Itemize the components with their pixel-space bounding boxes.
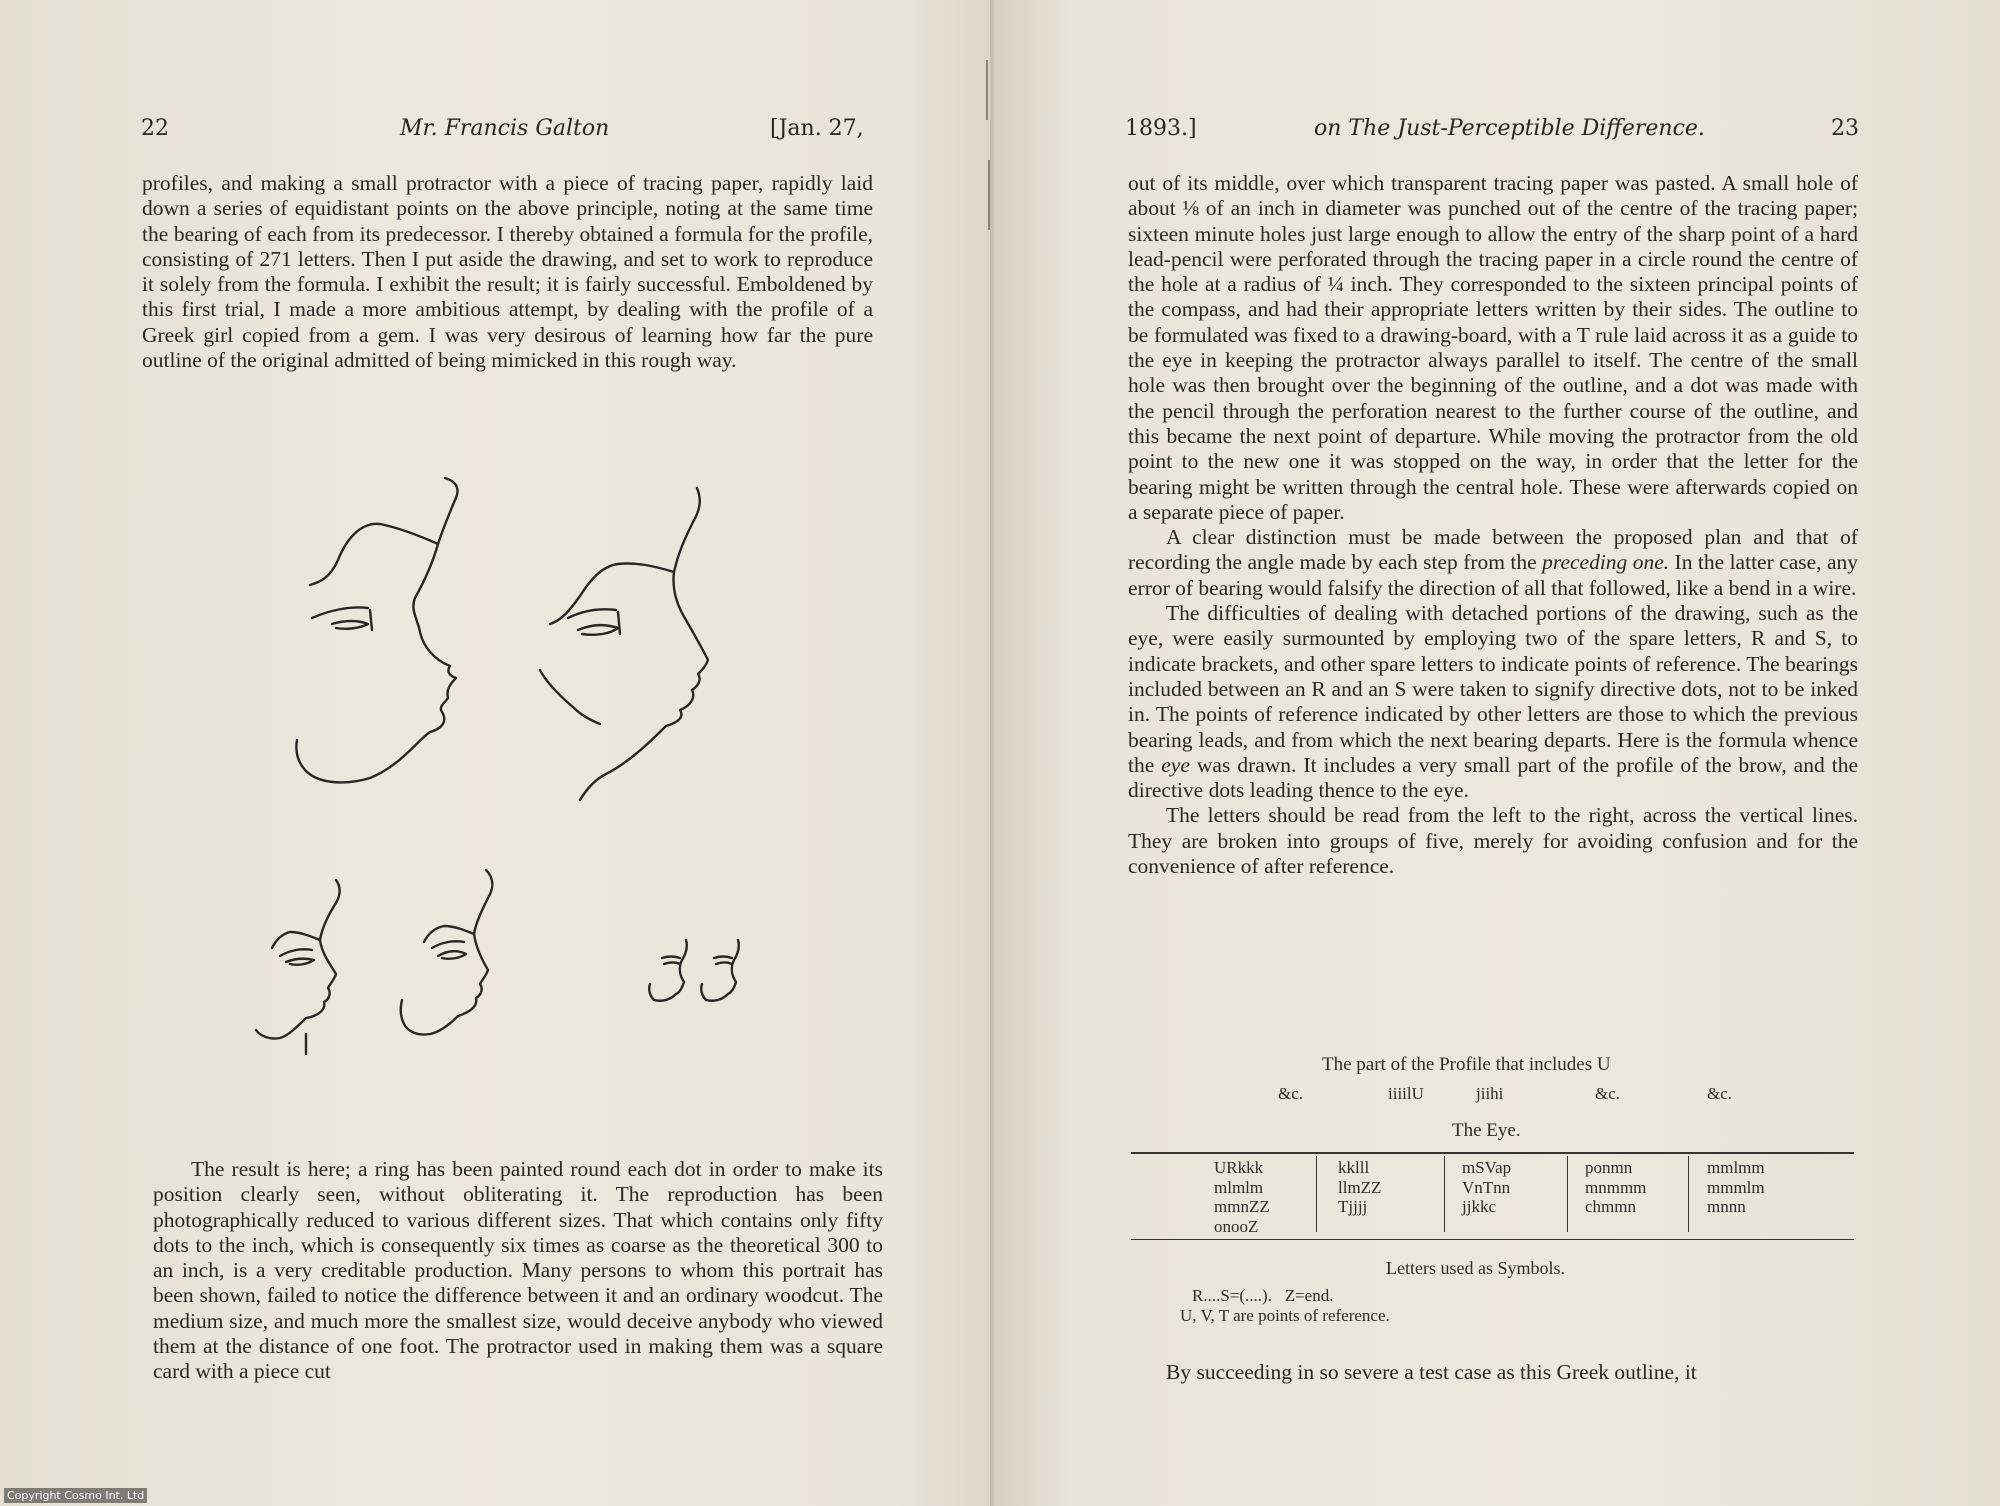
text-run: In the latter case, any error of bearing would falsify the direction of all that followed, like a bend in a wire. [1128,550,1858,600]
table-top-rule [1131,1152,1854,1154]
profile-row-item: &c. [1707,1084,1733,1103]
paper-crease [988,160,990,230]
profile-medium-right [401,870,493,1035]
left-page-number: 22 [141,116,169,141]
profile-medium-left [256,880,340,1054]
eye-group: mSVap [1462,1158,1512,1177]
eye-column [1585,1158,1646,1217]
greek-profile-figure [250,470,770,1070]
profile-row-item: &c. [1595,1084,1621,1103]
profile-row-item: &c. [1278,1084,1304,1103]
paragraph: The result is here; a ring has been painted round each dot in order to make its position clearly seen, without obliterating it. The reproduction has been photographically reduced to various different sizes. That which contains only fifty dots to the inch, which is consequently six times as coarse as the theoretical 300 to an inch, is a very creditable production. Many persons to whom this portrait has been shown, failed to notice the difference between it and an ordinary woodcut. The medium size, and much more the smallest size, would deceive anybody who viewed them at the distance of one foot. The protractor used in making them was a square card with a piece cut [153,1157,883,1384]
left-date-head: [Jan. 27, [770,116,864,141]
right-page-number: 23 [1831,116,1859,141]
right-body [1128,171,1858,879]
right-paragraph-last [1128,1360,1858,1385]
copyright-watermark: Copyright Cosmo Int. Ltd [4,1488,147,1503]
profile-large-right [540,488,708,800]
eye-group: mmmlm [1707,1177,1765,1197]
eye-group: onooZ [1214,1216,1259,1236]
eye-column [1707,1158,1765,1217]
profile-caption: The part of the Profile that includes U [1322,1054,1611,1075]
eye-column [1462,1158,1511,1217]
table-divider [1444,1156,1445,1232]
left-page [0,0,994,1506]
italic-run: preceding one. [1542,550,1670,575]
eye-group: kklll [1338,1158,1370,1177]
symbols-caption: Letters used as Symbols. [1386,1258,1565,1278]
eye-group: mlmlm [1214,1177,1264,1197]
paragraph: By succeeding in so severe a test case as this Greek outline, it [1166,1360,1697,1384]
profile-large-left [296,478,457,782]
paragraph [1128,601,1858,803]
eye-group: chmmn [1585,1197,1636,1216]
table-divider [1567,1156,1568,1232]
left-running-head: Mr. Francis Galton [400,116,610,141]
paragraph: out of its middle, over which transparent tracing paper was pasted. A small hole of about ⅛ of an inch in diameter was punched out of the centre of the tracing paper; sixteen minute holes just large enough to allow the entry of the sharp point of a hard lead-pencil were perforated through the tracing paper in a circle round the centre of the hole at a radius of ¼ inch. They corresponded to the sixteen principal points of the compass, and had their appropriate letters written by their sides. The outline to be formulated was fixed to a drawing-board, with a T rule laid across it as a guide to the eye in keeping the protractor always parallel to itself. The centre of the small hole was then brought over the beginning of the outline, and a dot was made with the pencil through the perforation nearest to the further course of the outline, and this became the next point of departure. While moving the protractor from the old point to the new one it was stopped on the way, in order that the letter for the bearing might be written through the central hole. These were afterwards copied on a separate piece of paper. [1128,171,1858,524]
paragraph: profiles, and making a small protractor with a piece of tracing paper, rapidly laid down a series of equidistant points on the above principle, noting at the same time the bearing of each from its predecessor. I thereby obtained a formula for the profile, consisting of 271 letters. Then I put aside the drawing, and set to work to reproduce it solely from the formula. I exhibit the result; it is fairly successful. Emboldened by this first trial, I made a more ambitious attempt, by dealing with the profile of a Greek girl copied from a gem. I was very desirous of learning how far the pure outline of the original admitted of being mimicked in this rough way. [142,171,873,373]
eye-group: llmZZ [1338,1177,1382,1197]
text-run: A clear distinction must be made between the proposed plan and that of recording the angle made by each step from the [1128,525,1858,575]
eye-group: jjkkc [1462,1197,1496,1216]
eye-column [1214,1158,1270,1236]
eye-group: URkkk [1214,1158,1264,1177]
table-divider [1316,1156,1317,1232]
eye-group: mnmmm [1585,1177,1647,1197]
paragraph [1128,525,1858,601]
eye-group: VnTnn [1462,1177,1511,1197]
table-divider [1688,1156,1689,1232]
eye-group: mnnn [1707,1197,1746,1216]
text-run: was drawn. It includes a very small part of the profile of the brow, and the directive dots leading thence to the eye. [1128,752,1858,803]
italic-run: eye [1161,752,1190,777]
symbols-line: U, V, T are points of reference. [1180,1306,1390,1325]
eye-column [1338,1158,1381,1217]
eye-group: mmnZZ [1214,1197,1270,1216]
table-bottom-rule [1131,1239,1854,1240]
profile-row-item: jiihi [1476,1084,1504,1103]
text-run: The difficulties of dealing with detached portions of the drawing, such as the eye, were easily surmounted by employing two of the spare letters, R and S, to indicate brackets, and other spare letters to indicate points of reference. The bearings included between an R and an S were taken to signify directive dots, not to be inked in. The points of reference indicated by other letters are those to which the previous bearing leads, and from which the next bearing departs. Here is the formula whence the [1128,601,1858,777]
paper-crease [986,60,988,120]
right-running-head: on The Just-Perceptible Difference. [1314,116,1705,141]
profile-small-right [701,940,739,1001]
profile-small-left [649,940,687,1001]
right-year-head: 1893.] [1125,116,1197,141]
left-paragraph-bottom [153,1157,883,1385]
profile-row-item: iiiilU [1388,1084,1424,1103]
eye-group: mmlmm [1707,1158,1765,1177]
eye-group: Tjjjj [1338,1197,1368,1216]
eye-group: ponmn [1585,1158,1633,1177]
symbols-line: R....S=(....). Z=end. [1192,1286,1334,1305]
left-paragraph-top [142,171,873,373]
paragraph: The letters should be read from the left to the right, across the vertical lines. They are broken into groups of five, merely for avoiding confusion and for the convenience of after reference. [1128,803,1858,879]
eye-caption: The Eye. [1452,1120,1521,1141]
